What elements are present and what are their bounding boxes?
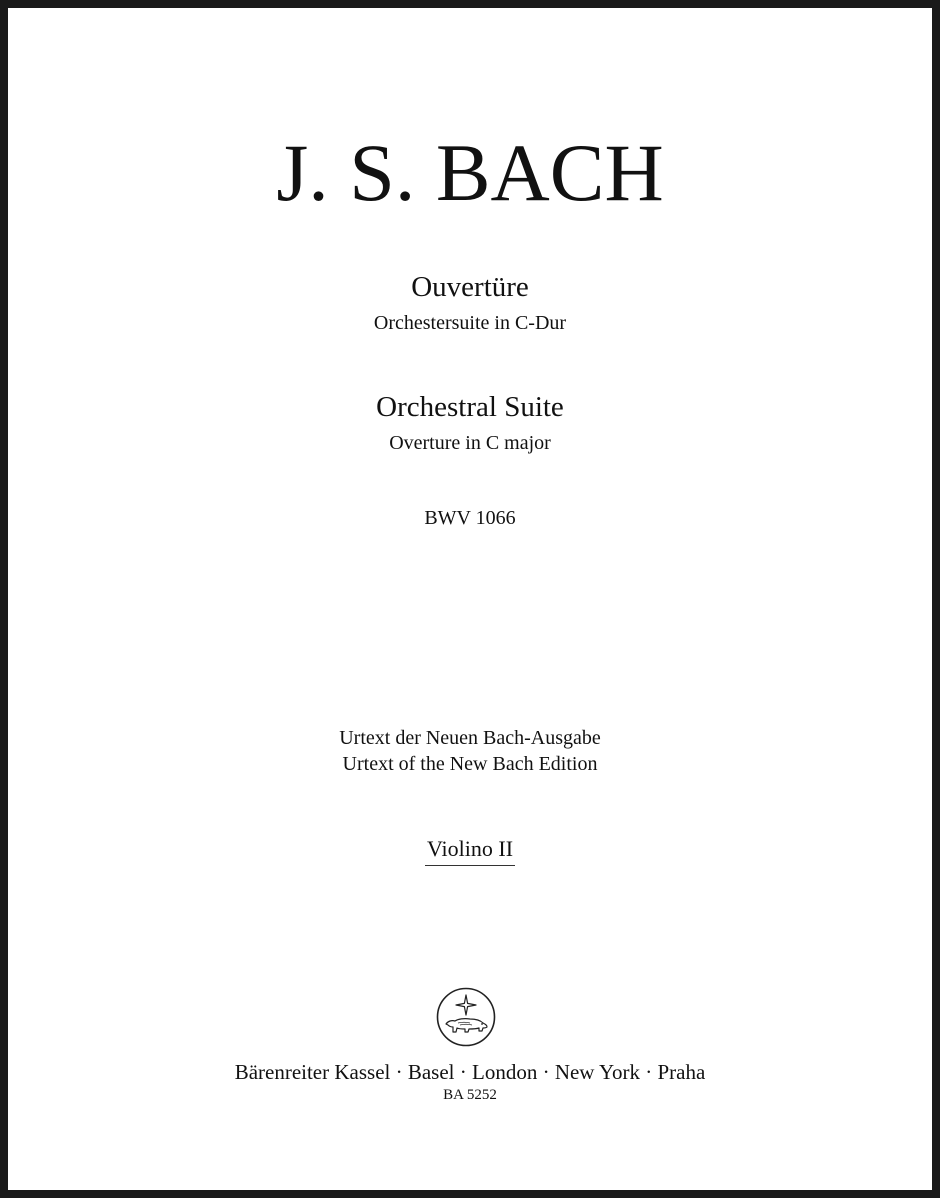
instrument-part	[8, 835, 932, 866]
work-title-german: Ouvertüre	[411, 271, 529, 303]
urtext-label-english: Urtext of the New Bach Edition	[342, 753, 598, 775]
instrument-part-label: Violino II	[425, 835, 515, 866]
bwv-catalog-number: BWV 1066	[424, 507, 516, 529]
publisher-order-number: BA 5252	[443, 1087, 497, 1103]
baerenreiter-bear-star-logo-icon	[436, 987, 496, 1047]
urtext-label-german: Urtext der Neuen Bach-Ausgabe	[339, 727, 601, 749]
composer-name: J. S. BACH	[276, 127, 664, 218]
work-title-english: Orchestral Suite	[376, 391, 564, 423]
publisher-cities: Bärenreiter Kassel · Basel · London · New York · Praha	[234, 1060, 706, 1084]
work-subtitle-english: Overture in C major	[389, 432, 551, 454]
work-subtitle-german: Orchestersuite in C-Dur	[373, 312, 567, 334]
title-page	[8, 8, 932, 1190]
